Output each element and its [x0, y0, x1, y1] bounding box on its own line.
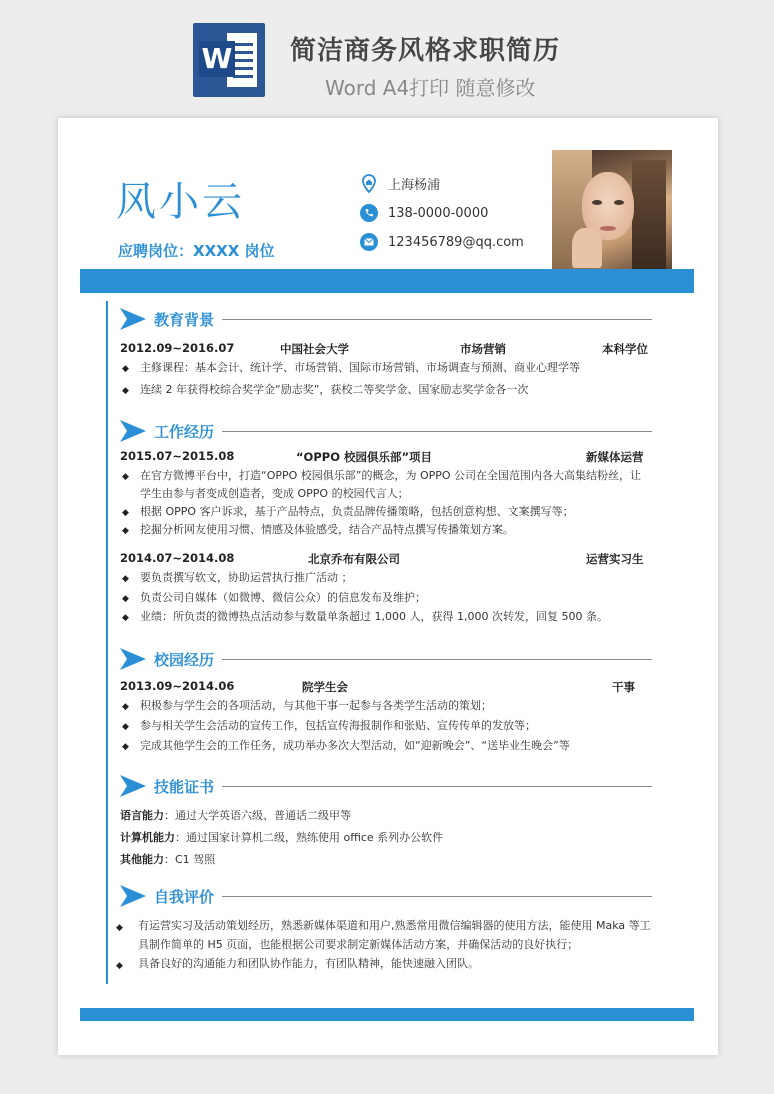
self-bullet: 具制作简单的 H5 页面，也能根据公司要求制定新媒体活动方案，并确保活动的良好执行； — [138, 938, 579, 951]
bullet-icon: ◆ — [122, 594, 129, 604]
email-text: 123456789@qq.com — [388, 234, 524, 250]
bullet-icon: ◆ — [122, 386, 129, 396]
section-title: 技能证书 — [154, 777, 215, 796]
edu-major: 市场营销 — [460, 342, 506, 356]
location-icon — [360, 175, 378, 193]
bullet-icon: ◆ — [122, 613, 129, 623]
edu-date: 2012.09~2016.07 — [120, 341, 235, 355]
bullet-icon: ◆ — [116, 923, 123, 933]
job-bullet: 负责公司自媒体（如微博、微信公众）的信息发布及维护； — [140, 591, 426, 604]
campus-bullet: 完成其他学生会的工作任务，成功举办多次大型活动，如“迎新晚会”、“送毕业生晚会”等 — [140, 739, 570, 752]
resume-page — [58, 118, 718, 1055]
job-target: 应聘岗位：XXXX 岗位 — [118, 242, 275, 260]
job-bullet: 挖掘分析网友使用习惯、情感及体验感受，结合产品特点撰写传播策划方案。 — [140, 523, 514, 536]
contact-email — [360, 233, 524, 251]
section-rule — [222, 659, 652, 660]
skill-item: 其他能力：C1 驾照 — [120, 853, 216, 866]
bullet-icon: ◆ — [122, 508, 129, 518]
email-icon — [360, 233, 378, 251]
bullet-icon: ◆ — [122, 702, 129, 712]
contact-phone — [360, 204, 488, 222]
bullet-icon: ◆ — [122, 722, 129, 732]
campus-role: 干事 — [612, 680, 635, 694]
phone-icon — [360, 204, 378, 222]
job-org: “OPPO 校园俱乐部”项目 — [296, 450, 433, 464]
contact-location — [360, 174, 440, 193]
skill-item: 语言能力：通过大学英语六级、普通话二级甲等 — [120, 809, 351, 822]
job-role: 新媒体运营 — [586, 450, 644, 464]
campus-bullet: 参与相关学生会活动的宣传工作，包括宣传海报制作和张贴、宣传传单的发放等； — [140, 719, 536, 732]
job-org: 北京乔布有限公司 — [308, 552, 400, 566]
banner-title: 简洁商务风格求职简历 — [290, 36, 561, 66]
section-arrow-icon — [120, 420, 146, 442]
bullet-icon: ◆ — [122, 364, 129, 374]
job-bullet: 业绩：所负责的微博热点活动参与数量单条超过 1,000 人，获得 1,000 次转发，回复 500 条。 — [140, 610, 608, 623]
edu-bullet: 连续 2 年获得校综合奖学金“励志奖”，获校二等奖学金、国家励志奖学金各一次 — [140, 383, 529, 396]
job-bullet: 在官方微博平台中，打造“OPPO 校园俱乐部”的概念，为 OPPO 公司在全国范围内各大高集结粉丝，让 — [140, 469, 642, 482]
footer-divider-bar — [80, 1008, 694, 1021]
timeline-line — [106, 301, 108, 984]
word-logo-letter: W — [199, 41, 235, 77]
job-bullet: 根据 OPPO 客户诉求，基于产品特点，负责品牌传播策略，包括创意构想、文案撰写等； — [140, 505, 574, 518]
bullet-icon: ◆ — [122, 472, 129, 482]
section-rule — [222, 786, 652, 787]
section-arrow-icon — [120, 308, 146, 330]
job-bullet: 学生由参与者变成创造者，变成 OPPO 的校园代言人； — [140, 487, 409, 500]
campus-date: 2013.09~2014.06 — [120, 679, 235, 693]
section-campus-header — [120, 648, 652, 670]
bullet-icon: ◆ — [116, 961, 123, 971]
top-banner — [0, 0, 774, 110]
location-text: 上海杨浦 — [388, 178, 441, 193]
banner-subtitle: Word A4打印 随意修改 — [325, 76, 536, 100]
section-arrow-icon — [120, 885, 146, 907]
campus-org: 院学生会 — [302, 680, 348, 694]
header-divider-bar — [80, 269, 694, 293]
job-date: 2015.07~2015.08 — [120, 449, 235, 463]
profile-photo — [552, 150, 672, 270]
phone-text: 138-0000-0000 — [388, 205, 489, 221]
section-rule — [222, 896, 652, 897]
section-title: 自我评价 — [154, 887, 215, 906]
section-arrow-icon — [120, 775, 146, 797]
section-arrow-icon — [120, 648, 146, 670]
section-title: 工作经历 — [154, 422, 215, 441]
self-bullet: 有运营实习及活动策划经历，熟悉新媒体渠道和用户,熟悉常用微信编辑器的使用方法，能使用 Maka 等工 — [138, 919, 651, 932]
section-title: 教育背景 — [154, 310, 215, 329]
campus-bullet: 积极参与学生会的各项活动，与其他干事一起参与各类学生活动的策划； — [140, 699, 492, 712]
section-education-header — [120, 308, 652, 330]
section-rule — [222, 319, 652, 320]
bullet-icon: ◆ — [122, 742, 129, 752]
job-bullet: 要负责撰写软文，协助运营执行推广活动 ； — [140, 571, 353, 584]
edu-bullet: 主修课程：基本会计、统计学、市场营销、国际市场营销、市场调查与预测、商业心理学等 — [140, 361, 580, 374]
bullet-icon: ◆ — [122, 574, 129, 584]
job-role: 运营实习生 — [586, 552, 644, 566]
section-work-header — [120, 420, 652, 442]
skill-item: 计算机能力：通过国家计算机二级，熟练使用 office 系列办公软件 — [120, 831, 444, 844]
section-title: 校园经历 — [154, 650, 215, 669]
bullet-icon: ◆ — [122, 526, 129, 536]
word-logo-icon — [193, 23, 265, 97]
section-skills-header — [120, 775, 652, 797]
section-rule — [222, 431, 652, 432]
job-date: 2014.07~2014.08 — [120, 551, 235, 565]
candidate-name: 风小云 — [116, 179, 245, 225]
self-bullet: 具备良好的沟通能力和团队协作能力，有团队精神，能快速融入团队。 — [138, 957, 479, 970]
edu-degree: 本科学位 — [602, 342, 648, 356]
edu-school: 中国社会大学 — [280, 342, 349, 356]
section-self-header — [120, 885, 652, 907]
